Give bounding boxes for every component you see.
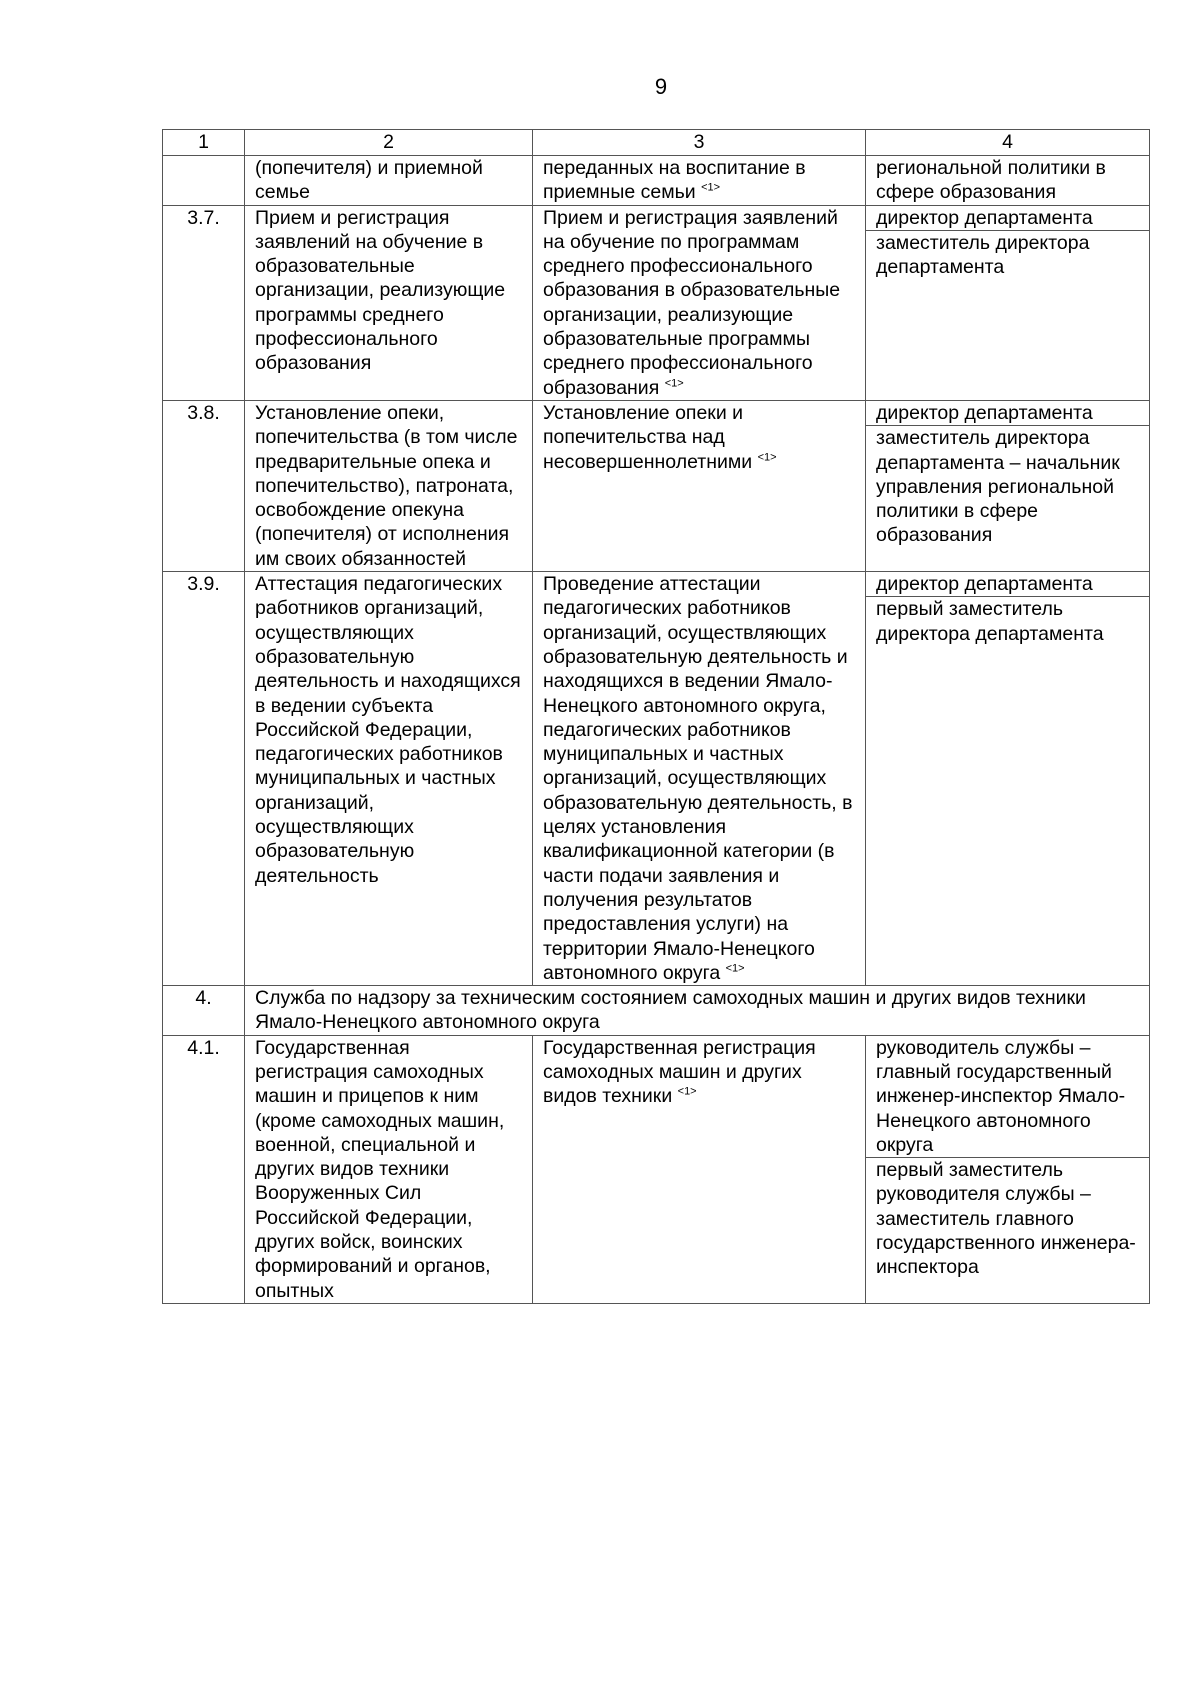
officials-cell [866,1035,1150,1303]
section-number: 4. [163,986,245,1036]
service-body-cell: Прием и регистрация заявлений на обучение в образовательные организации, реализующие программы среднего профессионального образования [245,205,533,400]
row-number [163,156,245,206]
official-entry: первый заместитель директора департамента [866,596,1149,646]
service-cell: Прием и регистрация заявлений на обучение по программам среднего профессионального образования в образовательные организации, реализующие образовательные программы среднего профессионального образования $^{<1>}$ [533,205,866,400]
official-entry: директор департамента [876,401,1093,424]
service-cell: переданных на воспитание в приемные семьи $^{<1>}$ [533,156,866,206]
column-header: 4 [866,130,1150,156]
official-entry: руководитель службы – главный государственный инженер-инспектор Ямало-Ненецкого автономного округа [876,1036,1126,1156]
official-entry: директор департамента [876,206,1093,229]
table-header-row [163,130,1150,156]
officials-cell [866,572,1150,986]
table-row [163,205,1150,400]
service-body-cell: Установление опеки, попечительства (в том числе предварительные опека и попечительство), патроната, освобождение опекуна (попечителя) от исполнения им своих обязанностей [245,400,533,571]
table-row [163,572,1150,986]
footnote-mark: <1> [677,1085,697,1098]
table-row [163,156,1150,206]
section-title: Служба по надзору за техническим состоянием самоходных машин и других видов техники Ямало-Ненецкого автономного округа [245,986,1150,1036]
section-row [163,986,1150,1036]
official-entry: директор департамента [876,573,1093,596]
column-header: 3 [533,130,866,156]
official-entry: заместитель директора департамента [866,230,1149,280]
row-number: 3.7. [163,205,245,400]
column-header: 2 [245,130,533,156]
service-body-cell: (попечителя) и приемной семье [245,156,533,206]
services-table [162,129,1150,1304]
footnote-mark: <1> [664,377,684,390]
footnote-mark: <1> [757,451,777,464]
column-header: 1 [163,130,245,156]
official-entry: первый заместитель руководителя службы – заместитель главного государственного инженера-инспектора [866,1157,1149,1279]
footnote-mark: <1> [701,181,721,194]
table-row [163,400,1150,571]
row-number: 3.8. [163,400,245,571]
service-cell: Установление опеки и попечительства над несовершеннолетними $^{<1>}$ [533,400,866,571]
officials-cell [866,400,1150,571]
official-entry: региональной политики в сфере образования [876,157,1106,204]
official-entry: заместитель директора департамента – начальник управления региональной политики в сфере образования [866,425,1149,547]
officials-cell [866,205,1150,400]
service-body-cell: Аттестация педагогических работников организаций, осуществляющих образовательную деятельность и находящихся в ведении субъекта Российской Федерации, педагогических работников муниципальных и частных организаций, осуществляющих образовательную деятельность [245,572,533,986]
service-cell: Государственная регистрация самоходных машин и других видов техники $^{<1>}$ [533,1035,866,1303]
service-body-cell: Государственная регистрация самоходных машин и прицепов к ним (кроме самоходных машин, военной, специальной и других видов техники Вооруженных Сил Российской Федерации, других войск, воинских формирований и органов, опытных [245,1035,533,1303]
page-number: 9 [654,74,668,99]
table-row [163,1035,1150,1303]
row-number: 4.1. [163,1035,245,1303]
officials-cell [866,156,1150,206]
service-cell: Проведение аттестации педагогических работников организаций, осуществляющих образовательную деятельность и находящихся в ведении Ямало-Ненецкого автономного округа, педагогических работников муниципальных и частных организаций, осуществляющих образовательную деятельность, в целях установления квалификационной категории (в части подачи заявления и получения результатов предоставления услуги) на территории Ямало-Ненецкого автономного округа $^{<1>}$ [533,572,866,986]
footnote-mark: <1> [725,962,745,975]
row-number: 3.9. [163,572,245,986]
